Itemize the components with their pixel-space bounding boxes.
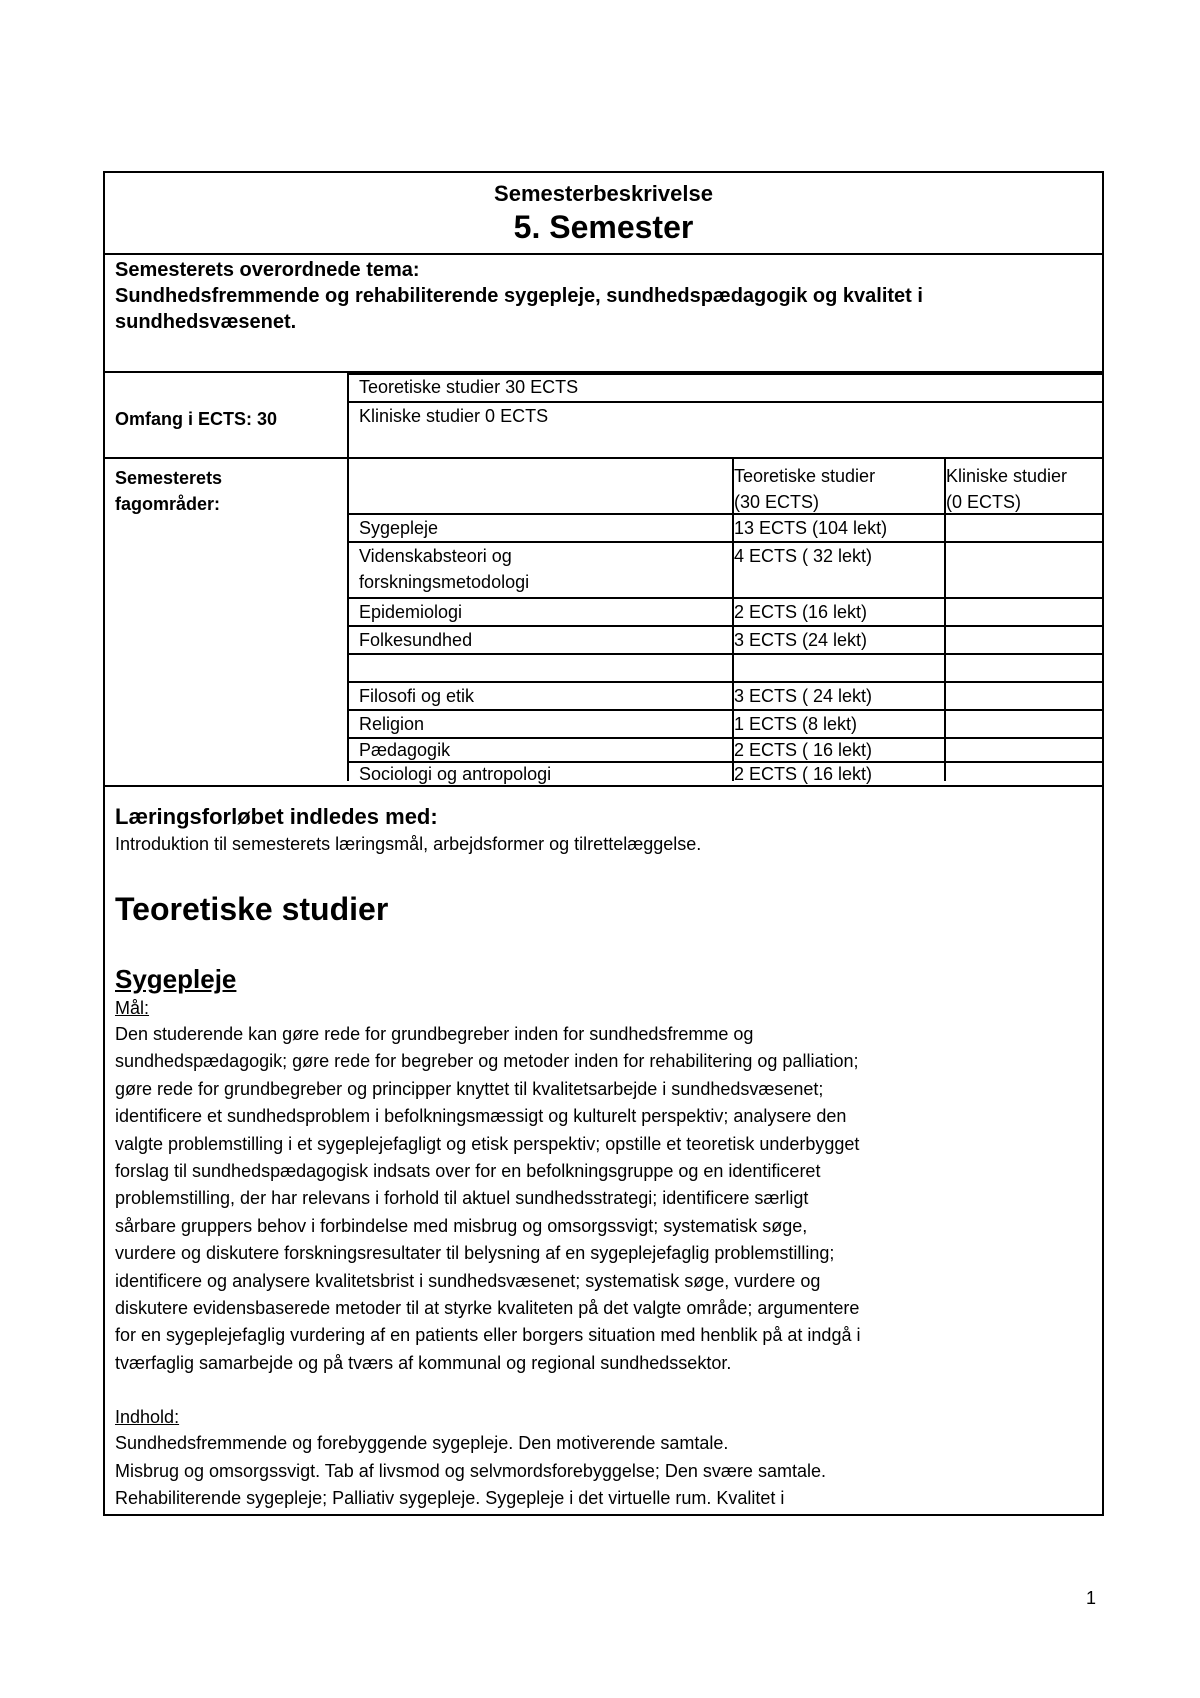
subject-theory-ects: 3 ECTS ( 24 lekt) bbox=[734, 686, 873, 706]
intro-text: Introduktion til semesterets læringsmål, arbejdsformer og tilrettelæggelse. bbox=[115, 834, 702, 854]
subject-name: Sygepleje bbox=[359, 518, 439, 538]
goals-line: tværfaglig samarbejde og på tværs af kommunal og regional sundhedssektor. bbox=[115, 1352, 732, 1373]
document-title: Semesterbeskrivelse bbox=[494, 181, 713, 206]
subject-theory-ects: 2 ECTS (16 lekt) bbox=[734, 602, 868, 622]
goals-line: vurdere og diskutere forskningsresultater til belysning af en sygeplejefaglig problemstilling; bbox=[115, 1243, 835, 1264]
subject-name-line2: forskningsmetodologi bbox=[359, 572, 530, 592]
content-line: Sundhedsfremmende og forebyggende sygepleje. Den motiverende samtale. bbox=[115, 1433, 729, 1454]
page-number: 1 bbox=[1086, 1588, 1097, 1608]
col-theory-line2: (30 ECTS) bbox=[734, 492, 820, 512]
goals-text bbox=[115, 1021, 1090, 1377]
goals-line: forslag til sundhedspædagogisk indsats over for en befolkningsgruppe og en identificeret bbox=[115, 1161, 821, 1182]
content-line: Misbrug og omsorgssvigt. Tab af livsmod og selvmordsforebyggelse; Den svære samtale. bbox=[115, 1460, 826, 1481]
goals-line: valgte problemstilling i et sygeplejefagligt og etisk perspektiv; opstille et teoretisk underbygget bbox=[115, 1133, 860, 1154]
subject-theory-ects: 2 ECTS ( 16 lekt) bbox=[734, 740, 873, 760]
col-clinical-line1: Kliniske studier bbox=[946, 466, 1068, 486]
subjects-label-line2: fagområder: bbox=[115, 494, 221, 514]
col-theory-header bbox=[734, 463, 875, 515]
subject-theory-ects: 1 ECTS (8 lekt) bbox=[734, 714, 858, 734]
goals-line: diskutere evidensbaserede metoder til at styrke kvaliteten på det valgte område; argumentere bbox=[115, 1298, 860, 1319]
subject-theory-ects: 4 ECTS ( 32 lekt) bbox=[734, 546, 873, 566]
goals-line: for en sygeplejefaglig vurdering af en patients eller borgers situation med henblik på at indgå i bbox=[115, 1325, 861, 1346]
row-line bbox=[349, 709, 1102, 711]
subject-name: Folkesundhed bbox=[359, 630, 473, 650]
content-line: Rehabiliterende sygepleje; Palliativ sygepleje. Sygepleje i det virtuelle rum. Kvalitet i bbox=[115, 1488, 785, 1509]
semester-description-table bbox=[103, 171, 1104, 1516]
subject-theory-ects: 2 ECTS ( 16 lekt) bbox=[734, 764, 873, 784]
subject-name: Filosofi og etik bbox=[359, 686, 475, 706]
goals-line: sundhedspædagogik; gøre rede for begreber og metoder inden for rehabilitering og palliation; bbox=[115, 1051, 859, 1072]
goals-label: Mål: bbox=[115, 998, 150, 1018]
ects-label: Omfang i ECTS: 30 bbox=[115, 409, 278, 429]
body-section bbox=[115, 803, 1090, 1513]
goals-line: sårbare gruppers behov i forbindelse med misbrug og omsorgssvigt; systematisk søge, bbox=[115, 1215, 808, 1236]
goals-line: identificere og analysere kvalitetsbrist i sundhedsvæsenet; systematisk søge, vurdere og bbox=[115, 1270, 821, 1291]
ects-theory: Teoretiske studier 30 ECTS bbox=[359, 377, 579, 397]
subject-name: Sociologi og antropologi bbox=[359, 764, 552, 784]
subjects-label-line1: Semesterets bbox=[115, 468, 223, 488]
row-line bbox=[349, 737, 1102, 739]
goals-line: gøre rede for grundbegreber og principper knyttet til kvalitetsarbejde i sundhedsvæsenet; bbox=[115, 1078, 824, 1099]
goals-line: problemstilling, der har relevans i forhold til aktuel sundhedsstrategi; identificere særligt bbox=[115, 1188, 809, 1209]
subject-name: Religion bbox=[359, 714, 425, 734]
theory-heading: Teoretiske studier bbox=[115, 891, 389, 927]
semester-title: 5. Semester bbox=[513, 209, 694, 245]
theme-cell bbox=[105, 253, 1102, 373]
row-line bbox=[349, 513, 1102, 515]
intro-heading: Læringsforløbet indledes med: bbox=[115, 804, 438, 829]
subjects-header-row bbox=[349, 457, 1102, 513]
subjects-label bbox=[115, 465, 222, 517]
content-label: Indhold: bbox=[115, 1407, 180, 1428]
subject-name: Pædagogik bbox=[359, 740, 451, 760]
ects-block bbox=[105, 373, 1102, 459]
subject-theory-ects: 3 ECTS (24 lekt) bbox=[734, 630, 868, 650]
goals-line: identificere et sundhedsproblem i befolkningsmæssigt og kulturelt perspektiv; analysere den bbox=[115, 1106, 847, 1127]
theme-label: Semesterets overordnede tema: bbox=[115, 259, 420, 281]
ects-divider bbox=[347, 373, 349, 457]
ects-clinical: Kliniske studier 0 ECTS bbox=[359, 406, 549, 426]
theme-text: Sundhedsfremmende og rehabiliterende sygepleje, sundhedspædagogik og kvalitet i sundhedsvæsenet. bbox=[115, 285, 923, 333]
subject-heading: Sygepleje bbox=[115, 964, 237, 994]
subject-theory-ects: 13 ECTS (104 lekt) bbox=[734, 518, 888, 538]
table-bottom-line bbox=[105, 785, 1102, 787]
col-clinical-header bbox=[946, 463, 1067, 515]
content-label-text: Indhold bbox=[115, 1407, 175, 1428]
content-text bbox=[115, 1430, 1090, 1512]
subject-name bbox=[359, 543, 529, 595]
goals-label-text: Mål bbox=[115, 998, 145, 1018]
goals-line: Den studerende kan gøre rede for grundbegreber inden for sundhedsfremme og bbox=[115, 1024, 754, 1044]
col-theory-line1: Teoretiske studier bbox=[734, 466, 876, 486]
subject-name-line1: Videnskabsteori og bbox=[359, 546, 512, 566]
subject-name: Epidemiologi bbox=[359, 602, 463, 622]
header-cell bbox=[105, 173, 1102, 255]
col-clinical-line2: (0 ECTS) bbox=[946, 492, 1022, 512]
row-line bbox=[349, 653, 1102, 655]
